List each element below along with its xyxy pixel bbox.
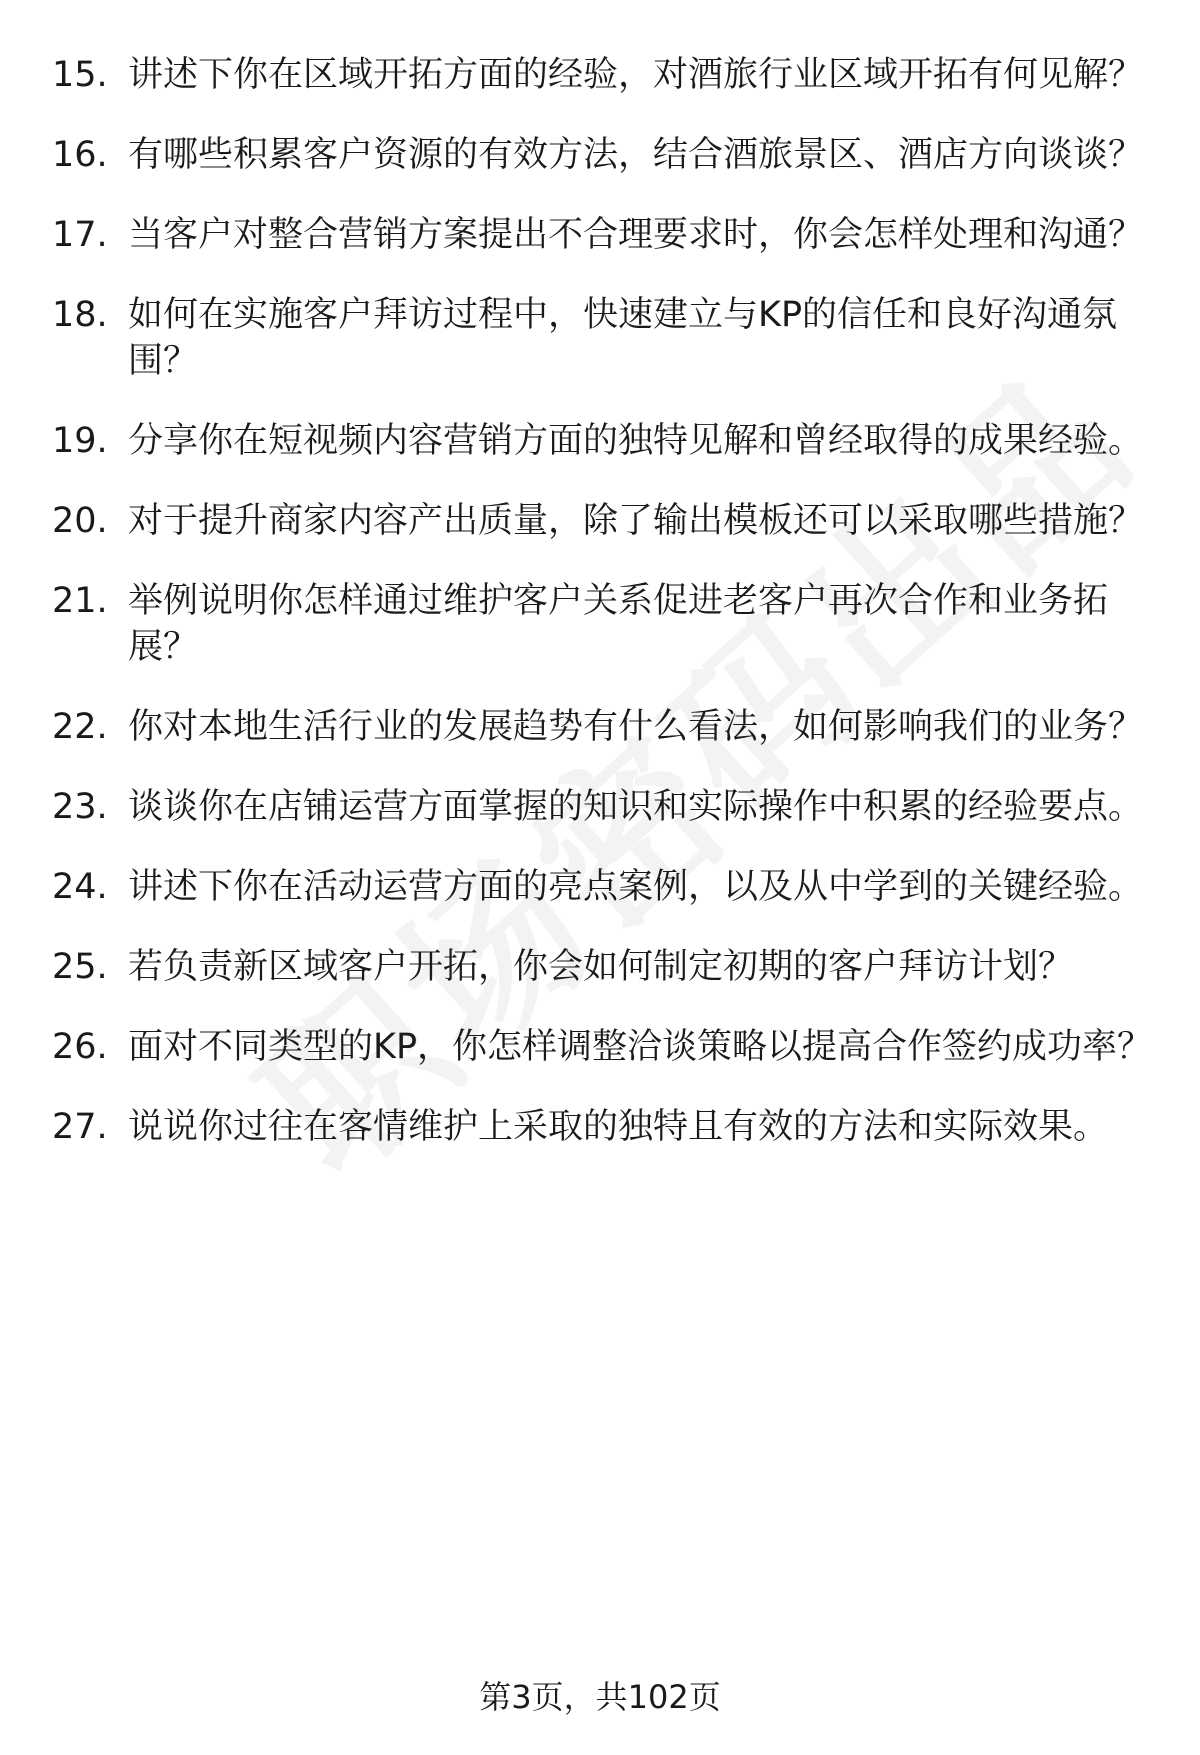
question-number: 17.: [52, 215, 108, 255]
question-item-27: [0, 1104, 1200, 1150]
question-item-24: [0, 864, 1200, 910]
page-number: 第3页，共102页: [479, 1678, 721, 1716]
question-number: 25.: [52, 947, 108, 987]
question-item-18: [0, 292, 1200, 384]
question-number: 21.: [52, 581, 108, 621]
question-item-19: [0, 418, 1200, 464]
question-number: 23.: [52, 787, 108, 827]
question-text: 谈谈你在店铺运营方面掌握的知识和实际操作中积累的经验要点。: [128, 787, 1144, 827]
question-item-16: [0, 132, 1200, 178]
question-item-25: [0, 944, 1200, 990]
question-number: 16.: [52, 135, 108, 175]
question-text: 分享你在短视频内容营销方面的独特见解和曾经取得的成果经验。: [128, 421, 1144, 461]
question-number: 20.: [52, 501, 108, 541]
question-text: 有哪些积累客户资源的有效方法，结合酒旅景区、酒店方向谈谈？: [128, 135, 1144, 175]
question-number: 24.: [52, 867, 108, 907]
question-item-22: [0, 704, 1200, 750]
question-text: 面对不同类型的KP，你怎样调整洽谈策略以提高合作签约成功率？: [128, 1027, 1153, 1067]
question-item-15: [0, 52, 1200, 98]
question-item-20: [0, 498, 1200, 544]
question-text: 若负责新区域客户开拓，你会如何制定初期的客户拜访计划？: [128, 947, 1074, 987]
question-text: 讲述下你在区域开拓方面的经验，对酒旅行业区域开拓有何见解？: [128, 55, 1144, 95]
question-item-23: [0, 784, 1200, 830]
question-text: 对于提升商家内容产出质量，除了输出模板还可以采取哪些措施？: [128, 501, 1144, 541]
question-number: 18.: [52, 295, 108, 335]
question-text: 说说你过往在客情维护上采取的独特且有效的方法和实际效果。: [128, 1107, 1109, 1147]
question-text: 你对本地生活行业的发展趋势有什么看法，如何影响我们的业务？: [128, 707, 1144, 747]
question-number: 26.: [52, 1027, 108, 1067]
question-number: 19.: [52, 421, 108, 461]
question-item-26: [0, 1024, 1200, 1070]
question-text: 举例说明你怎样通过维护客户关系促进老客户再次合作和业务拓展？: [128, 581, 1109, 667]
question-number: 15.: [52, 55, 108, 95]
question-list: [0, 52, 1200, 1184]
question-number: 27.: [52, 1107, 108, 1147]
question-item-17: [0, 212, 1200, 258]
question-item-21: [0, 578, 1200, 670]
question-number: 22.: [52, 707, 108, 747]
question-text: 当客户对整合营销方案提出不合理要求时，你会怎样处理和沟通？: [128, 215, 1144, 255]
question-text: 讲述下你在活动运营方面的亮点案例，以及从中学到的关键经验。: [128, 867, 1144, 907]
question-text: 如何在实施客户拜访过程中，快速建立与KP的信任和良好沟通氛围？: [128, 295, 1118, 381]
